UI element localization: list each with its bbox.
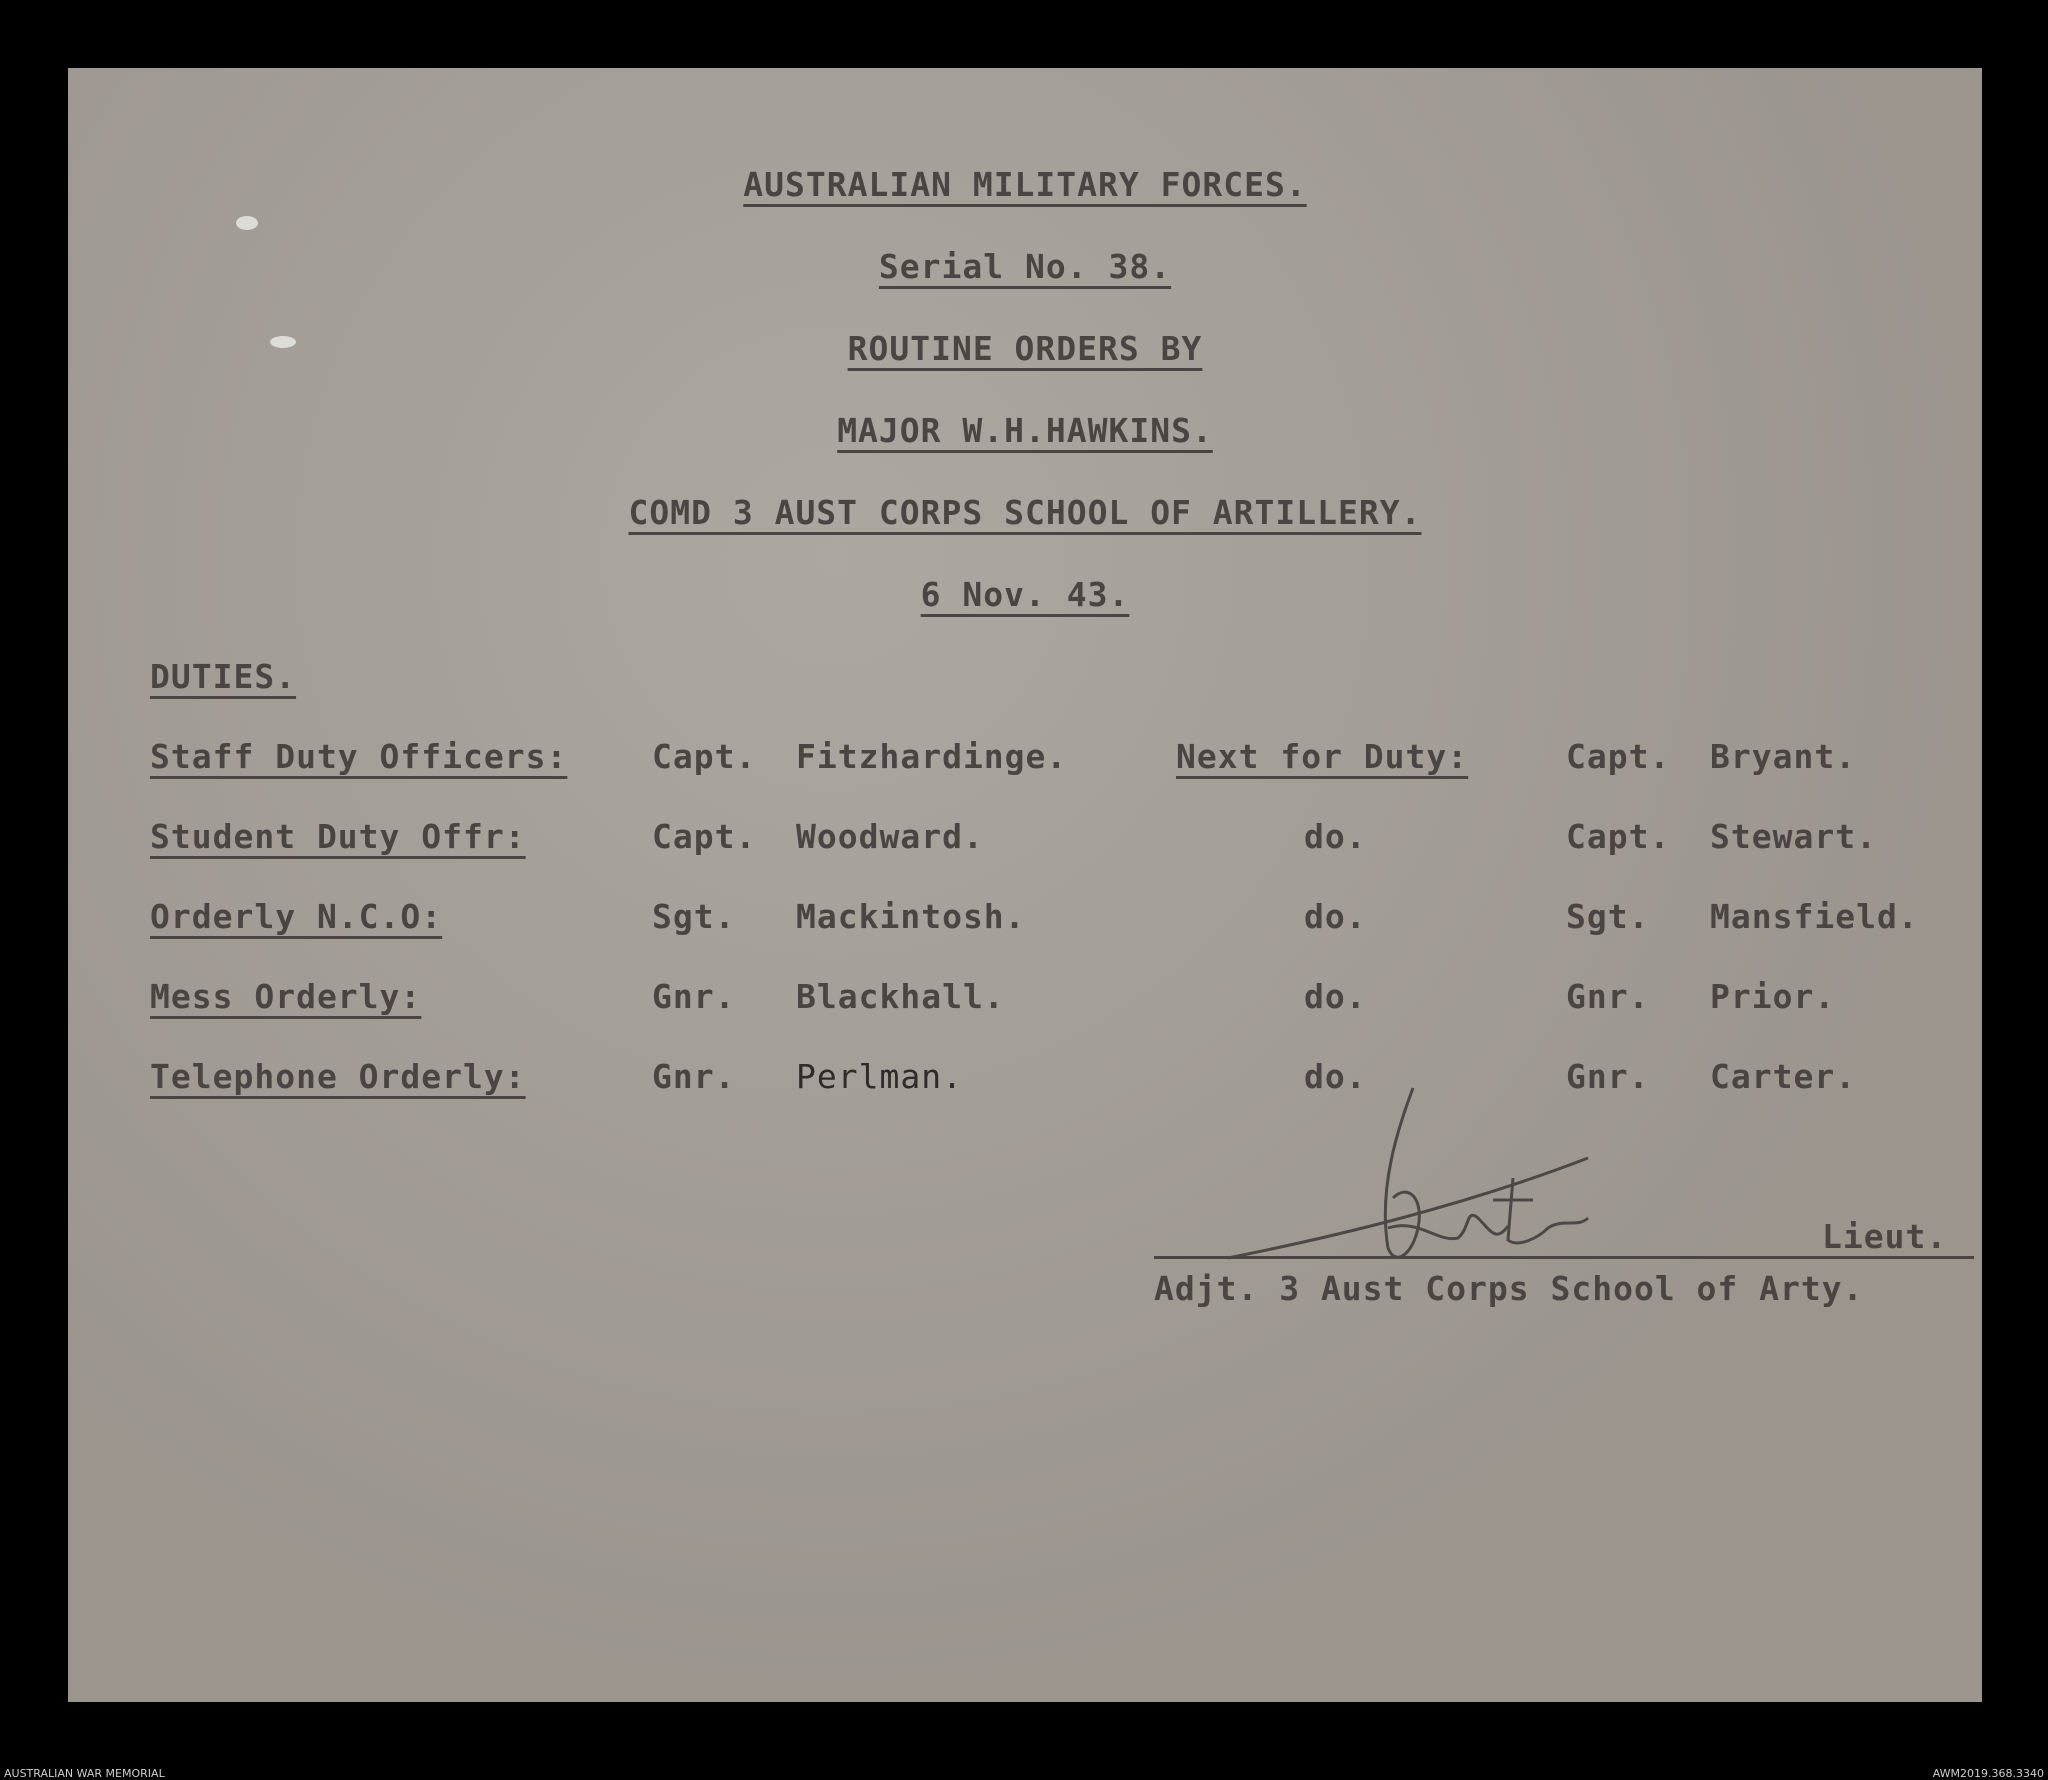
- header-command: COMD 3 AUST CORPS SCHOOL OF ARTILLERY.: [628, 493, 1422, 532]
- header-major: MAJOR W.H.HAWKINS.: [837, 411, 1213, 450]
- ditto-mark: do.: [1304, 897, 1367, 936]
- next-rank: Gnr.: [1566, 1057, 1650, 1096]
- ditto-mark: do.: [1304, 977, 1367, 1016]
- next-name: Mansfield.: [1710, 897, 1919, 936]
- duty-role: Student Duty Offr:: [150, 817, 526, 856]
- duties-heading: DUTIES.: [150, 657, 297, 696]
- header-serial: Serial No. 38.: [878, 247, 1172, 286]
- duty-role: Orderly N.C.O:: [150, 897, 443, 936]
- signature-rank: Lieut.: [1822, 1217, 1948, 1256]
- table-row: [68, 897, 1982, 944]
- next-rank: Gnr.: [1566, 977, 1650, 1016]
- signature-title: Adjt. 3 Aust Corps School of Arty.: [1154, 1269, 1864, 1308]
- duty-rank: Capt.: [652, 817, 757, 856]
- next-name: Carter.: [1710, 1057, 1857, 1096]
- ditto-mark: do.: [1304, 817, 1367, 856]
- next-name: Prior.: [1710, 977, 1836, 1016]
- footer-source: AUSTRALIAN WAR MEMORIAL: [4, 1767, 165, 1780]
- document-page: [68, 68, 1982, 1702]
- table-row: [68, 977, 1982, 1024]
- next-rank: Capt.: [1566, 737, 1671, 776]
- duty-name: Mackintosh.: [796, 897, 1026, 936]
- next-rank: Sgt.: [1566, 897, 1650, 936]
- table-row: [68, 817, 1982, 864]
- duty-rank: Gnr.: [652, 1057, 736, 1096]
- duty-rank: Gnr.: [652, 977, 736, 1016]
- duty-rank: Sgt.: [652, 897, 736, 936]
- duty-name: Perlman.: [796, 1057, 963, 1096]
- header-routine-orders: ROUTINE ORDERS BY: [847, 329, 1203, 368]
- table-row: [68, 737, 1982, 784]
- signature-line: [1154, 1256, 1974, 1259]
- duty-role: Staff Duty Officers:: [150, 737, 568, 776]
- footer-id: AWM2019.368.3340: [1932, 1767, 2044, 1780]
- duty-name: Blackhall.: [796, 977, 1005, 1016]
- duty-role: Telephone Orderly:: [150, 1057, 526, 1096]
- duty-rank: Capt.: [652, 737, 757, 776]
- next-name: Bryant.: [1710, 737, 1857, 776]
- duty-name: Fitzhardinge.: [796, 737, 1068, 776]
- punch-hole-mark: [236, 216, 258, 230]
- ditto-mark: do.: [1304, 1057, 1367, 1096]
- header-forces: AUSTRALIAN MILITARY FORCES.: [743, 165, 1307, 204]
- next-name: Stewart.: [1710, 817, 1877, 856]
- handwritten-signature: [1208, 1068, 1858, 1288]
- header-date: 6 Nov. 43.: [920, 575, 1130, 614]
- duty-role: Mess Orderly:: [150, 977, 422, 1016]
- next-for-duty-label: Next for Duty:: [1176, 737, 1469, 776]
- next-rank: Capt.: [1566, 817, 1671, 856]
- duty-name: Woodward.: [796, 817, 984, 856]
